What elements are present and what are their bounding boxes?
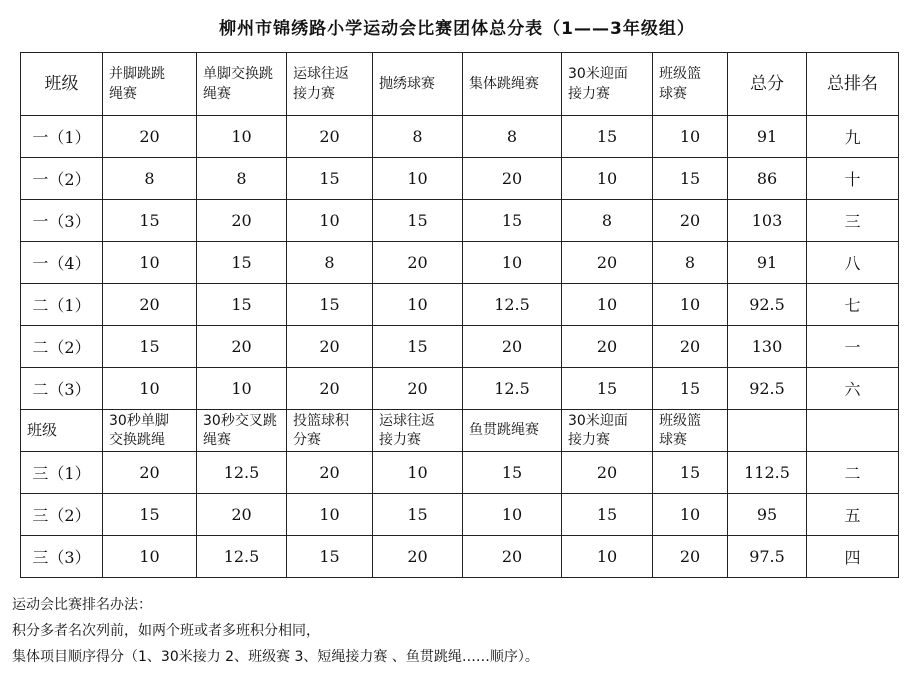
score-cell: 20: [562, 452, 653, 494]
score-cell: 20: [463, 536, 562, 578]
score-cell: 103: [728, 200, 807, 242]
score-cell: 20: [103, 452, 197, 494]
header-cell: 班级篮 球赛: [653, 53, 728, 116]
score-cell: 15: [287, 536, 373, 578]
score-cell: 8: [463, 116, 562, 158]
score-cell: 20: [373, 368, 463, 410]
rank-cell: 一: [807, 326, 899, 368]
score-cell: 20: [653, 536, 728, 578]
class-name-cell: 二（3）: [21, 368, 103, 410]
score-cell: 130: [728, 326, 807, 368]
score-cell: 15: [463, 200, 562, 242]
header-cell: 集体跳绳赛: [463, 53, 562, 116]
table-row: [21, 200, 899, 242]
score-cell: 10: [653, 284, 728, 326]
score-cell: 8: [287, 242, 373, 284]
score-cell: 15: [373, 200, 463, 242]
rank-cell: 三: [807, 200, 899, 242]
score-cell: 20: [653, 326, 728, 368]
score-cell: 15: [103, 326, 197, 368]
class-name-cell: 二（2）: [21, 326, 103, 368]
score-cell: 10: [562, 158, 653, 200]
table-row: [21, 326, 899, 368]
score-cell: 15: [287, 284, 373, 326]
table-row: [21, 494, 899, 536]
score-cell: 10: [103, 536, 197, 578]
header-cell: 投篮球积 分赛: [287, 410, 373, 452]
notes-line: 积分多者名次列前，如两个班或者多班积分相同，: [12, 623, 320, 639]
ranking-notes: [12, 592, 539, 670]
score-cell: 15: [197, 242, 287, 284]
score-table: [20, 52, 899, 578]
score-cell: 10: [287, 200, 373, 242]
score-cell: 10: [197, 368, 287, 410]
score-cell: 8: [197, 158, 287, 200]
score-cell: 15: [103, 200, 197, 242]
score-cell: 15: [373, 494, 463, 536]
score-cell: 8: [653, 242, 728, 284]
score-cell: 15: [653, 452, 728, 494]
score-cell: 20: [197, 494, 287, 536]
score-cell: 91: [728, 116, 807, 158]
header-cell: 30米迎面 接力赛: [562, 53, 653, 116]
score-cell: 10: [463, 242, 562, 284]
score-cell: 15: [103, 494, 197, 536]
header-cell: 抛绣球赛: [373, 53, 463, 116]
score-cell: 12.5: [197, 536, 287, 578]
score-cell: 20: [562, 326, 653, 368]
class-name-cell: 三（1）: [21, 452, 103, 494]
score-cell: 15: [463, 452, 562, 494]
header-cell: [728, 410, 807, 452]
score-cell: 12.5: [463, 284, 562, 326]
score-cell: 86: [728, 158, 807, 200]
page-title: 柳州市锦绣路小学运动会比赛团体总分表（1——3年级组）: [219, 19, 695, 39]
score-cell: 15: [562, 116, 653, 158]
grade3-header-row: [21, 410, 899, 452]
score-cell: 15: [562, 494, 653, 536]
score-cell: 10: [287, 494, 373, 536]
score-cell: 10: [653, 494, 728, 536]
rank-cell: 九: [807, 116, 899, 158]
score-cell: 20: [373, 242, 463, 284]
score-cell: 10: [463, 494, 562, 536]
score-cell: 20: [287, 326, 373, 368]
score-cell: 15: [287, 158, 373, 200]
score-cell: 12.5: [197, 452, 287, 494]
score-cell: 20: [287, 116, 373, 158]
table-header-row: [21, 53, 899, 116]
header-cell: 30秒交叉跳 绳赛: [197, 410, 287, 452]
class-name-cell: 一（1）: [21, 116, 103, 158]
table-row: [21, 158, 899, 200]
class-name-cell: 三（3）: [21, 536, 103, 578]
class-name-cell: 三（2）: [21, 494, 103, 536]
header-cell: 30秒单脚 交换跳绳: [103, 410, 197, 452]
score-cell: 8: [562, 200, 653, 242]
score-cell: 20: [197, 326, 287, 368]
rank-cell: 十: [807, 158, 899, 200]
score-cell: 10: [373, 452, 463, 494]
score-cell: 20: [463, 158, 562, 200]
header-cell: 运球往返 接力赛: [373, 410, 463, 452]
score-cell: 10: [373, 284, 463, 326]
score-cell: 10: [373, 158, 463, 200]
header-cell: 班级: [21, 53, 103, 116]
score-cell: 10: [103, 242, 197, 284]
header-cell: 单脚交换跳 绳赛: [197, 53, 287, 116]
score-cell: 92.5: [728, 368, 807, 410]
class-name-cell: 二（1）: [21, 284, 103, 326]
class-name-cell: 一（3）: [21, 200, 103, 242]
score-cell: 20: [653, 200, 728, 242]
rank-cell: 二: [807, 452, 899, 494]
table-row: [21, 536, 899, 578]
header-cell: 30米迎面 接力赛: [562, 410, 653, 452]
score-cell: 8: [373, 116, 463, 158]
score-cell: 20: [197, 200, 287, 242]
score-cell: 20: [562, 242, 653, 284]
header-cell: 并脚跳跳 绳赛: [103, 53, 197, 116]
score-cell: 97.5: [728, 536, 807, 578]
score-cell: 20: [373, 536, 463, 578]
table-row: [21, 452, 899, 494]
header-cell: 运球往返 接力赛: [287, 53, 373, 116]
score-cell: 10: [562, 536, 653, 578]
score-cell: 10: [103, 368, 197, 410]
rank-cell: 七: [807, 284, 899, 326]
table-row: [21, 368, 899, 410]
class-name-cell: 一（4）: [21, 242, 103, 284]
score-cell: 15: [197, 284, 287, 326]
rank-cell: 六: [807, 368, 899, 410]
header-cell: 鱼贯跳绳赛: [463, 410, 562, 452]
header-cell: 总分: [728, 53, 807, 116]
score-cell: 10: [197, 116, 287, 158]
score-cell: 15: [562, 368, 653, 410]
class-name-cell: 一（2）: [21, 158, 103, 200]
score-cell: 15: [653, 368, 728, 410]
rank-cell: 五: [807, 494, 899, 536]
score-cell: 8: [103, 158, 197, 200]
header-cell: [807, 410, 899, 452]
score-cell: 20: [287, 368, 373, 410]
table-row: [21, 284, 899, 326]
rank-cell: 八: [807, 242, 899, 284]
score-cell: 15: [653, 158, 728, 200]
score-cell: 10: [653, 116, 728, 158]
score-cell: 20: [287, 452, 373, 494]
notes-heading: 运动会比赛排名办法：: [12, 597, 152, 613]
score-cell: 10: [562, 284, 653, 326]
score-cell: 12.5: [463, 368, 562, 410]
header-cell: 班级篮 球赛: [653, 410, 728, 452]
header-cell: 总排名: [807, 53, 899, 116]
header-cell: 班级: [21, 410, 103, 452]
table-row: [21, 242, 899, 284]
score-cell: 20: [103, 284, 197, 326]
rank-cell: 四: [807, 536, 899, 578]
score-cell: 91: [728, 242, 807, 284]
score-cell: 15: [373, 326, 463, 368]
score-cell: 92.5: [728, 284, 807, 326]
notes-line: 集体项目顺序得分（1、30米接力 2、班级赛 3、短绳接力赛 、鱼贯跳绳……顺序）。: [12, 649, 539, 665]
score-cell: 20: [103, 116, 197, 158]
score-cell: 20: [463, 326, 562, 368]
score-cell: 95: [728, 494, 807, 536]
score-cell: 112.5: [728, 452, 807, 494]
table-row: [21, 116, 899, 158]
